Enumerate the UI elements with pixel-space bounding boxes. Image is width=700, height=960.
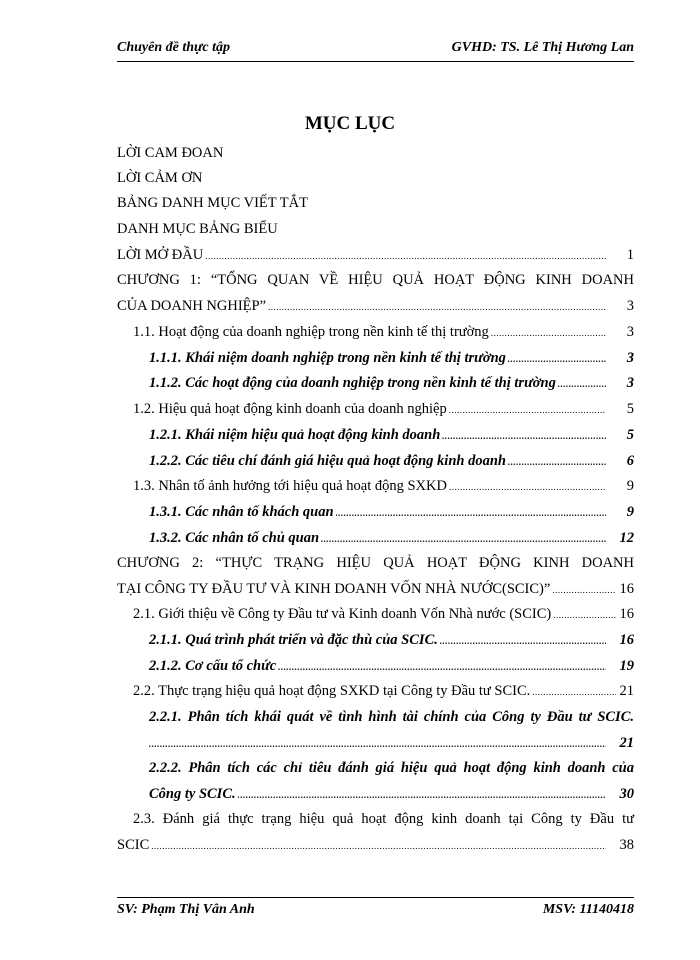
header-left: Chuyên đề thực tập — [117, 40, 231, 55]
toc-entry-2-3-line-1: 2.3. Đánh giá thực trạng hiệu quả hoạt động kinh doanh tại Công ty Đầu tư — [133, 811, 634, 827]
toc-front-4: DANH MỤC BẢNG BIỂU — [117, 221, 278, 237]
toc-entry: 1.2.2. Các tiêu chí đánh giá hiệu quả hoạt động kinh doanh ..... 6 — [149, 450, 634, 472]
page-title: MỤC LỤC — [304, 113, 396, 134]
toc-entry: 1.1.2. Các hoạt động của doanh nghiệp trong nền kinh tế thị trường ..... 3 — [149, 372, 634, 394]
toc-entry: 2.1.2. Cơ cấu tổ chức ..... 19 — [149, 655, 634, 677]
toc-front-1: LỜI CAM ĐOAN — [117, 145, 224, 161]
toc-entry: Công ty SCIC. ..... 30 — [149, 783, 634, 805]
toc-entry: LỜI MỞ ĐẦU ..... 1 — [117, 244, 634, 266]
footer-left: SV: Phạm Thị Vân Anh — [117, 902, 255, 917]
toc-entry: 1.3. Nhân tố ảnh hưởng tới hiệu quả hoạt động SXKD ..... 9 — [133, 475, 634, 497]
toc-entry-2-2-2-line-1: 2.2.2. Phân tích các chỉ tiêu đánh giá hiệu quả hoạt động kinh doanh của — [149, 760, 634, 776]
header-right: GVHD: TS. Lê Thị Hương Lan — [451, 40, 634, 55]
header-rule — [117, 61, 634, 62]
toc-entry: SCIC ..... 38 — [117, 834, 634, 856]
toc-entry: 1.1. Hoạt động của doanh nghiệp trong nền kinh tế thị trường ..... 3 — [133, 321, 634, 343]
toc-chapter-2-line-1: CHƯƠNG 2: “THỰC TRẠNG HIỆU QUẢ HOẠT ĐỘNG KINH DOANH — [117, 555, 634, 571]
toc-front-2: LỜI CẢM ƠN — [117, 170, 203, 186]
toc-entry: 1.3.1. Các nhân tố khách quan ..... 9 — [149, 501, 634, 523]
toc-entry: 2.2. Thực trạng hiệu quả hoạt động SXKD tại Công ty Đầu tư SCIC. ..... 21 — [133, 680, 634, 702]
page-footer — [117, 902, 634, 918]
toc-entry: 1.2.1. Khái niệm hiệu quả hoạt động kinh doanh ..... 5 — [149, 424, 634, 446]
toc-entry: CỦA DOANH NGHIỆP” ..... 3 — [117, 295, 634, 317]
toc-entry: 2.1. Giới thiệu về Công ty Đầu tư và Kinh doanh Vốn Nhà nước (SCIC) ..... 16 — [133, 603, 634, 625]
footer-rule — [117, 897, 634, 898]
toc-entry: TẠI CÔNG TY ĐẦU TƯ VÀ KINH DOANH VỐN NHÀ NƯỚC(SCIC)” ..... 16 — [117, 578, 634, 600]
toc-entry: 1.1.1. Khái niệm doanh nghiệp trong nền kinh tế thị trường ..... 3 — [149, 347, 634, 369]
page-header — [117, 40, 634, 56]
toc-entry: ..... 21 — [149, 732, 634, 754]
toc-entry: 1.2. Hiệu quả hoạt động kinh doanh của doanh nghiệp ..... 5 — [133, 398, 634, 420]
toc-entry: 1.3.2. Các nhân tố chủ quan ..... 12 — [149, 527, 634, 549]
footer-right: MSV: 11140418 — [542, 902, 634, 917]
toc-chapter-1-line-1: CHƯƠNG 1: “TỔNG QUAN VỀ HIỆU QUẢ HOẠT ĐỘNG KINH DOANH — [117, 272, 634, 288]
toc-entry: 2.1.1. Quá trình phát triển và đặc thù của SCIC. ..... 16 — [149, 629, 634, 651]
toc-front-3: BẢNG DANH MỤC VIẾT TẮT — [117, 195, 308, 211]
toc-entry-2-2-1-line-1: 2.2.1. Phân tích khái quát về tình hình tài chính của Công ty Đầu tư SCIC. — [149, 709, 634, 725]
